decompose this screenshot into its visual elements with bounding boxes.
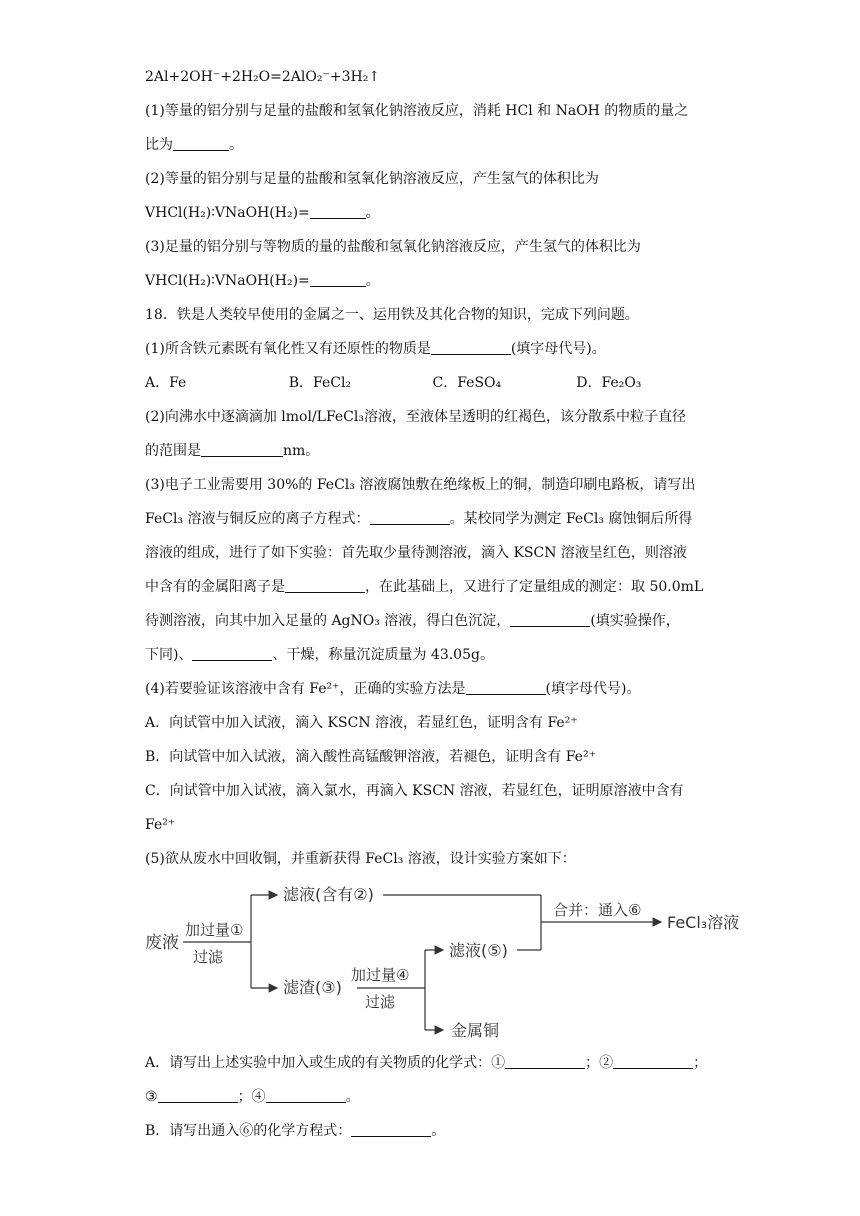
q18-part4-option-b[interactable]: B．向试管中加入试液，滴入酸性高锰酸钾溶液，若褪色，证明含有 Fe²⁺	[145, 749, 596, 765]
punct: 。	[431, 1123, 446, 1139]
answer-blank[interactable]	[310, 272, 366, 287]
q18-part3-text: 下同)、	[145, 647, 193, 663]
q18-part2-line2	[145, 434, 720, 468]
punct: ；②	[585, 1055, 614, 1071]
copper-label: 金属铜	[451, 1021, 500, 1040]
answer-blank[interactable]	[351, 1122, 431, 1137]
q18-part3-line3: 溶液的组成，进行了如下实验：首先取少量待测溶液，滴入 KSCN 溶液呈红色，则溶液	[145, 545, 687, 561]
q17-part1-line1: (1)等量的铝分别与足量的盐酸和氢氧化钠溶液反应，消耗 HCl 和 NaOH 的物质的量之	[145, 103, 689, 119]
answer-blank-2[interactable]	[613, 1054, 693, 1069]
q18-part1-text: (1)所含铁元素既有氧化性又有还原性的物质是	[145, 341, 431, 357]
q18-part4	[145, 672, 720, 706]
add1-label: 加过量①	[185, 921, 244, 939]
answer-blank[interactable]	[510, 612, 590, 627]
q18-part5-b	[145, 1114, 707, 1148]
punct: 。	[229, 137, 243, 153]
q18-part3-line2	[145, 502, 720, 536]
q18-part3-tail: (填实验操作，	[590, 613, 680, 629]
answer-blank[interactable]	[466, 680, 546, 695]
q17-part2-line2	[145, 196, 720, 230]
q17-part3-line2	[145, 264, 720, 298]
q18-part5-b-text: B．请写出通入⑥的化学方程式：	[145, 1123, 352, 1139]
punct: 。	[345, 1089, 360, 1105]
q18-part5: (5)欲从废水中回收铜，并重新获得 FeCl₃ 溶液，设计实验方案如下：	[145, 851, 576, 867]
option-b[interactable]: B．FeCl₂	[288, 375, 352, 391]
q17-part1-line2	[145, 128, 720, 162]
product-label: FeCl₃溶液	[667, 913, 740, 932]
q18-part1-tail: (填字母代号)。	[510, 341, 606, 357]
q18-part4-option-c-line2: Fe²⁺	[145, 817, 176, 833]
filter2-label: 过滤	[365, 993, 396, 1011]
q18-part1	[145, 332, 720, 366]
answer-blank-4[interactable]	[266, 1088, 346, 1103]
q18-part3-line6	[145, 638, 720, 672]
q18-part1-options	[145, 366, 720, 400]
q18-part4-text: (4)若要验证该溶液中含有 Fe²⁺，正确的实验方法是	[145, 681, 466, 697]
residue-label: 滤渣(③)	[283, 978, 342, 997]
q18-part3-line4	[145, 570, 720, 604]
answer-blank[interactable]	[192, 646, 272, 661]
add4-label: 加过量④	[351, 966, 410, 984]
q17-part2-text: VHCl(H₂)∶VNaOH(H₂)=	[145, 205, 310, 221]
answer-blank[interactable]	[370, 510, 450, 525]
q17-part1-text: 比为	[145, 137, 173, 153]
punct: ③	[145, 1089, 158, 1105]
punct: 。	[365, 273, 380, 289]
q18-part3-line5	[145, 604, 720, 638]
q18-part3-tail: 。某校同学为测定 FeCl₃ 腐蚀铜后所得	[449, 511, 693, 527]
q18-heading: 18．铁是人类较早使用的金属之一、运用铁及其化合物的知识，完成下列问题。	[145, 307, 639, 323]
answer-blank-1[interactable]	[505, 1054, 585, 1069]
q18-part2-text: 的范围是	[145, 443, 201, 459]
q18-part3-tail: 、干燥，称量沉淀质量为 43.05g。	[272, 647, 494, 663]
q17-part3-line1: (3)足量的铝分别与等物质的量的盐酸和氢氧化钠溶液反应，产生氢气的体积比为	[145, 239, 641, 255]
equation-line: 2Al+2OH⁻+2H₂O=2AlO₂⁻+3H₂↑	[145, 69, 381, 85]
waste-label: 废液	[145, 933, 179, 953]
combine-label: 合并：通入⑥	[553, 901, 642, 919]
document-page	[145, 60, 740, 1139]
q18-part5-a-line2	[145, 1080, 707, 1114]
option-d[interactable]: D．Fe₂O₃	[576, 375, 642, 391]
q18-part2-tail: nm。	[283, 443, 320, 459]
answer-blank[interactable]	[310, 204, 366, 219]
answer-blank[interactable]	[431, 340, 511, 355]
q18-part3-text: 待测溶液，向其中加入足量的 AgNO₃ 溶液，得白色沉淀，	[145, 613, 511, 629]
q18-part4-option-c-line1[interactable]: C．向试管中加入试液，滴入氯水，再滴入 KSCN 溶液，若显红色，证明原溶液中含有	[145, 783, 684, 799]
filtrate5-label: 滤液(⑤)	[449, 941, 508, 960]
q18-part3-line1: (3)电子工业需要用 30%的 FeCl₃ 溶液腐蚀敷在绝缘板上的铜，制造印刷电路板，请写出	[145, 477, 696, 493]
q17-part2-line1: (2)等量的铝分别与足量的盐酸和氢氧化钠溶液反应，产生氢气的体积比为	[145, 171, 599, 187]
punct: ；	[693, 1055, 708, 1071]
q18-part4-tail: (填字母代号)。	[545, 681, 641, 697]
punct: 。	[365, 205, 380, 221]
answer-blank[interactable]	[173, 136, 229, 151]
q18-part4-option-a[interactable]: A．向试管中加入试液，滴入 KSCN 溶液，若显红色，证明含有 Fe²⁺	[145, 715, 578, 731]
q18-part3-tail: ，在此基础上，又进行了定量组成的测定：取 50.0mL	[365, 579, 704, 595]
q18-part3-text: 中含有的金属阳离子是	[145, 579, 285, 595]
option-c[interactable]: C．FeSO₄	[432, 375, 502, 391]
q18-part3-text: FeCl₃ 溶液与铜反应的离子方程式：	[145, 511, 370, 527]
option-a[interactable]: A．Fe	[145, 375, 187, 391]
q18-part2-line1: (2)向沸水中逐滴滴加 lmol/LFeCl₃溶液，至液体呈透明的红褐色，该分散系中粒子直径	[145, 409, 686, 425]
q18-part5-a-text: A．请写出上述实验中加入或生成的有关物质的化学式：①	[145, 1055, 506, 1071]
answer-blank[interactable]	[285, 578, 365, 593]
answer-blank-3[interactable]	[158, 1088, 238, 1103]
filtrate1-label: 滤液(含有②)	[283, 885, 374, 904]
q18-part5-a-line1	[145, 1046, 707, 1080]
q18-part5-answers	[145, 1046, 707, 1148]
q17-part3-text: VHCl(H₂)∶VNaOH(H₂)=	[145, 273, 310, 289]
filter1-label: 过滤	[193, 948, 224, 966]
answer-blank[interactable]	[201, 442, 283, 457]
flowchart-diagram	[145, 880, 755, 1040]
punct: ；④	[237, 1089, 266, 1105]
